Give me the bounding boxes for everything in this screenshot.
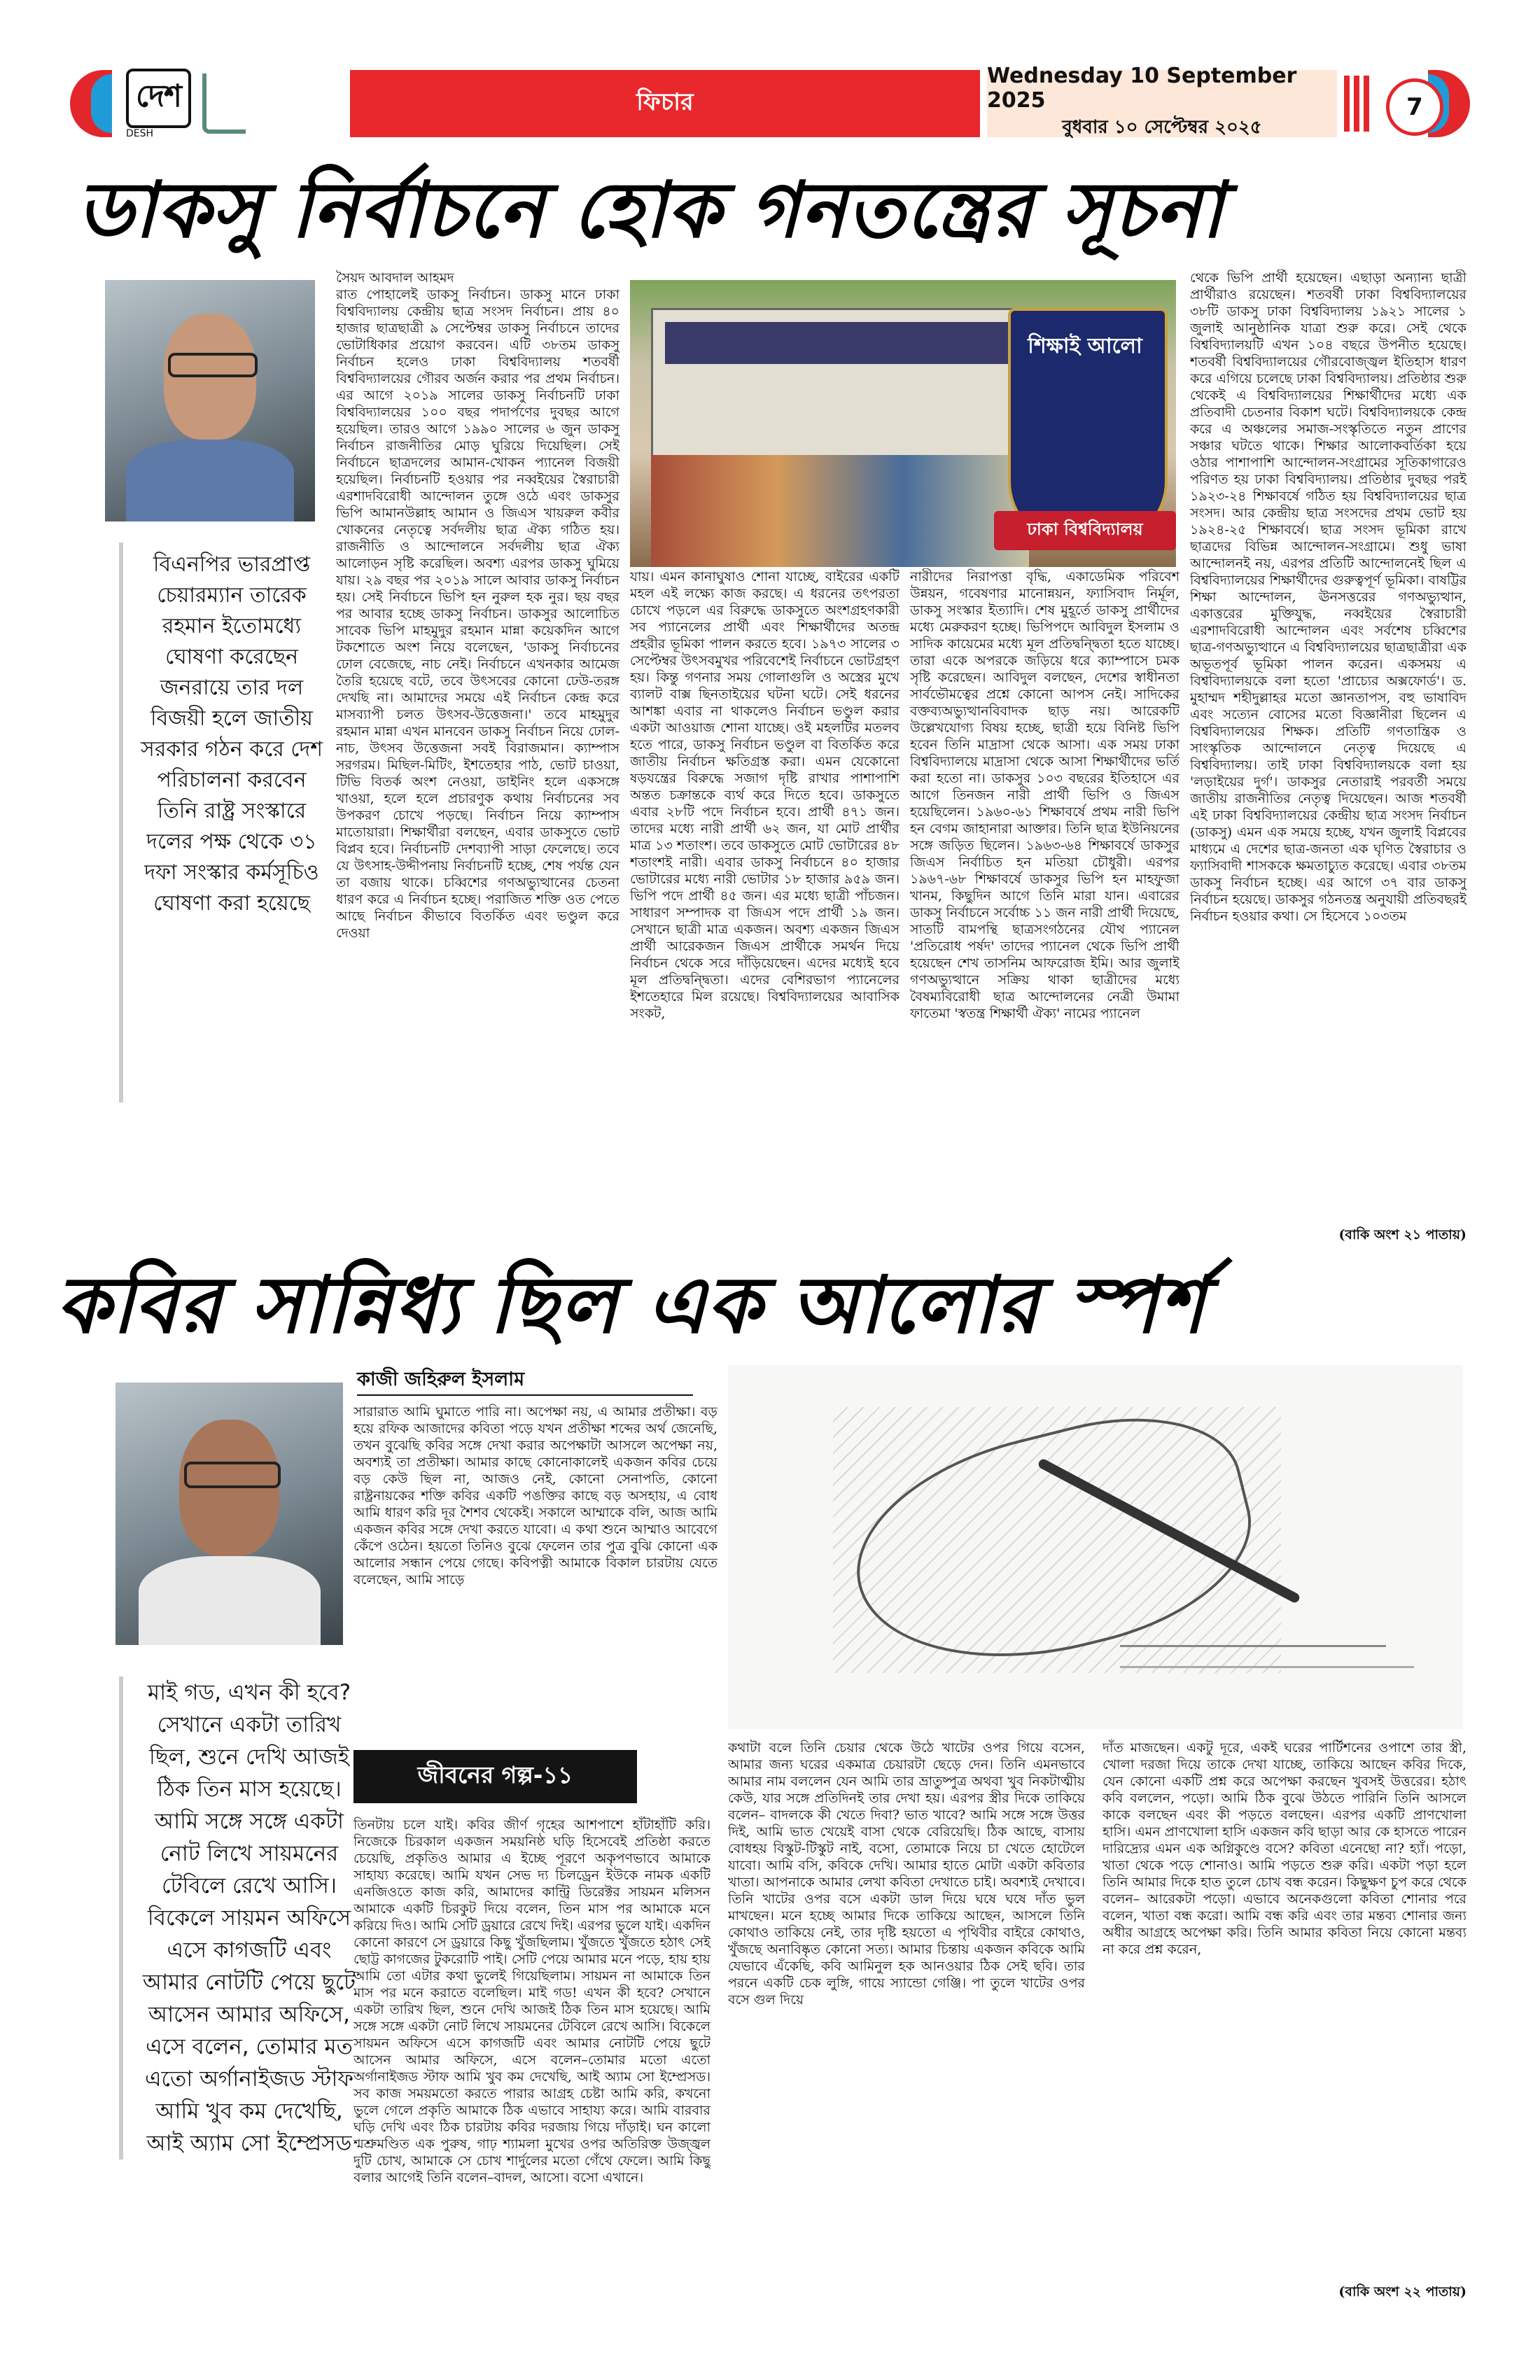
series-label: জীবনের গল্প-১১: [417, 1761, 573, 1788]
header-bars-decoration: [1344, 76, 1372, 132]
page-number-badge: [1386, 78, 1443, 136]
article2-author: কাজী জহিরুল ইসলাম: [357, 1365, 693, 1396]
article1-continued[interactable]: (বাকি অংশ ২১ পাতায়): [1338, 1227, 1466, 1242]
dhaka-university-photo: [630, 280, 1176, 567]
article1-column-1: [336, 270, 620, 1246]
article2-pull-quote: [119, 1676, 365, 2160]
page-header: [70, 64, 1470, 139]
pull-quote-text: বিএনপির ভারপ্রাপ্ত চেয়ারম্যান তারেক রহমান ইতোমধ্যে ঘোষণা করেছেন জনরায়ে তার দল বিজয়ী হলে জাতীয় সরকার গঠন করে দেশ পরিচালনা করবেন তিনি রাষ্ট্র সংস্কারে দলের পক্ষ থেকে ৩১ দফা সংস্কার কর্মসূচিও ঘোষণা করা হয়েছে: [137, 550, 326, 919]
ducsu-sign-image: [665, 322, 1015, 364]
pull-quote-2-text: মাই গড, এখন কী হবে? সেখানে একটা তারিখ ছিল, শুনে দেখি আজই ঠিক তিন মাস হয়েছে। আমি সঙ্গে সঙ্গে একটা নোট লিখে সায়মনের টেবিলে রেখে আসি। বিকেলে সায়মন অফিসে এসে কাগজটি এবং আমার নোটটি পেয়ে ছুটে আসেন আমার অফিসে, এসে বলেন, তোমার মত এতো অর্গানাইজড স্টাফ আমি খুব কম দেখেছি, আই অ্যাম সো ইম্প্রেসড: [142, 1680, 356, 2156]
article1-author: সৈয়দ আবদাল আহমদ: [336, 270, 454, 286]
article2-col2-text: কথাটা বলে তিনি চেয়ার থেকে উঠে খাটের ওপর গিয়ে বসেন, আমার জন্য ঘরের একমাত্র চেয়ারটা ছেড়ে দেন। তিনি এমনভাবে আমার নাম বললেন যেন আমি তার ভ্রাতুষ্পুত্র অথবা খুব নিকটাত্মীয় কেউ, যার সঙ্গে প্রতিদিনই তার দেখা হয়। এরপর স্ত্রীর দিকে তাকিয়ে বলেন– বাদলকে কী খেতে দিবা? ভাত খাবে? আমি সঙ্গে সঙ্গে উত্তর দিই, আমি ভাত খেয়েই বাসা থেকে বেরিয়েছি। ঠিক আছে, বাসায় বোধহয় বিস্কুট-টিস্কুট নাই, বসো, তোমাকে নিয়ে চা খেতে হোটেলে যাবো। আমি বসি, কবিকে দেখি। আমার হাতে মোটা একটা কবিতার খাতা। আপনাকে আমার লেখা কবিতা দেখাতে চাই। অবশ্যই দেখাবে। তিনি খাটের ওপর বসে একটা ডাল দিয়ে ঘষে ঘষে দাঁত ভুল মাখছেন। মনে হচ্ছে আমার দিকে তাকিয়ে আছেন, আসলে তিনি কোথাও তাকিয়ে নেই, তার দৃষ্টি হয়তো এ পৃথিবীর বাইরে কোথাও, খুঁজছে অনাবিষ্কৃত কোনো সত্য। আমার চিন্তায় একজন কবিকে আমি যেভাবে এঁকেছি, কবি আমিনুল হক আনওয়ার ঠিক সেই ছবি। তার পরনে একটি চেক লুঙ্গি, গায়ে স্যান্ডো গেঞ্জি। পা তুলে খাটের ওপর বসে গুল দিয়ে: [728, 1740, 1085, 2008]
article2-intro: [354, 1404, 718, 1648]
article1-column-3: [910, 568, 1180, 1246]
article2-col3-text: দাঁত মাজছেন। একটু দূরে, একই ঘরের পার্টিশনের ওপাশে তার স্ত্রী, খোলা দরজা দিয়ে তাকে দেখা যাচ্ছে, তাকিয়ে আছেন কবির দিকে, যেন কোনো একটি প্রশ্ন করে অপেক্ষা করছেন খুবসই উত্তরের। হঠাৎ কবি বললেন, পড়ো। আমি ঠিক বুঝে উঠতে পারিনি তিনি আসলে কাকে বলছেন এবং কী পড়তে বলছেন। এরপর একটি প্রাণখোলা হাসি। এমন প্রাণখোলা হাসি একজন কবি ছাড়া আর কে হাসতে পারেন দারিদ্র্যের এমন এক অগ্নিকুণ্ডে বসে? কবিতা এনেছো না? হ্যাঁ। পড়ো, খাতা থেকে পড়ে শোনাও। আমি পড়তে শুরু করি। একটা পড়া হলে তিনি আমার দিকে হাত তুলে চোখ বন্ধ করেন। কিছুক্ষণ চুপ করে থেকে বলেন– আরেকটা পড়ো। এভাবে অনেকগুলো কবিতা শোনার পরে বলেন, খাতা বন্ধ করো। আমি বন্ধ করি এবং তার মন্তব্য শোনার জন্য অধীর আগ্রহে অপেক্ষা করি। তিনি আমার কবিতা নিয়ে কোনো মন্তব্য না করে প্রশ্ন করেন,: [1102, 1740, 1466, 1957]
writing-hand-sketch: [728, 1365, 1463, 1729]
mural-image: [651, 455, 1029, 567]
article1-col3-text: নারীদের নিরাপত্তা বৃদ্ধি, একাডেমিক পরিবেশ উন্নয়ন, গবেষণার মানোন্নয়ন, ফ্যাসিবাদ নির্মূল, ডাকসু সংস্কার ইত্যাদি। শেষ মুহূর্তে ডাকসু প্রার্থীদের মধ্যে মেরুকরণ হচ্ছে। ভিপিপদে আবিদুল ইসলাম ও সাদিক কায়েমের মধ্যে মূল প্রতিদ্বন্দ্বিতা হতে যাচ্ছে। তারা একে অপরকে জড়িয়ে ধরে ক্যাম্পাসে চমক সৃষ্টি করেছেন। আবিদুল বলছেন, দেশের স্বাধীনতা সার্বভৌমত্বের প্রশ্নে কোনো আপস নেই। সাদিকের বক্তব্যঅভ্যুত্থানবিবাদক ছাড় নয়। আরেকটি উল্লেখযোগ্য বিষয় হচ্ছে, ছাত্রী হয়ে বিনিষ্ট ভিপি হবেন তিনি মাদ্রাসা থেকে আসা। এক সময় ঢাকা বিশ্ববিদ্যালয়ে মাদ্রাসা থেকে আসা শিক্ষার্থীদের ভর্তি করা হতো না। ডাকসুর ১০৩ বছরের ইতিহাসে এর আগে তিনজন নারী প্রার্থী ভিপি ও জিএস হয়েছিলেন। ১৯৬০-৬১ শিক্ষাবর্ষে প্রথম নারী ভিপি হন বেগম জাহানারা আক্তার। তিনি ছাত্র ইউনিয়নের সঙ্গে জড়িত ছিলেন। ১৯৬৩-৬৪ শিক্ষাবর্ষে ডাকসুর জিএস নির্বাচিত হন মতিয়া চৌধুরী। এরপর ১৯৬৭-৬৮ শিক্ষাবর্ষে ডাকসুর ভিপি হন মাহফুজা খানম, কিছুদিন আগে তিনি মারা যান। এবারের ডাকসু নির্বাচনে সর্বোচ্চ ১১ জন নারী প্রার্থী দিয়েছে, সাতটি বামপন্থি ছাত্রসংগঠনের যৌথ প্যানেল 'প্রতিরোধ পর্ষদ' তাদের প্যানেল থেকে ভিপি প্রার্থী হয়েছেন শেখ তাসনিম আফরোজ ইমি। আর জুলাই গণঅভ্যুত্থানে সক্রিয় থাকা ছাত্রীদের মধ্যে বৈষম্যবিরোধী ছাত্র আন্দোলনের নেত্রী উমামা ফাতেমা 'স্বতন্ত্র শিক্ষার্থী ঐক্য' নামের প্যানেল: [910, 569, 1180, 1021]
article1-column-2: [630, 568, 899, 1246]
liberty-statue-icon: [202, 74, 246, 134]
section-banner: [350, 70, 980, 137]
article2-column-2: [728, 1740, 1085, 2282]
article1-headline: ডাকসু নির্বাচনে হোক গনতন্ত্রের সূচনা: [77, 164, 1224, 255]
article1-pull-quote: [119, 542, 333, 1102]
article1-col2-text: যায়। এমন কানাঘুষাও শোনা যাচ্ছে, বাইরের একটি মহল এই লক্ষ্যে কাজ করছে। এ ধরনের তৎপরতা চোখে পড়লে এর বিরুদ্ধে ডাকসুতে অংশগ্রহণকারী সব প্যানেলের প্রার্থী এবং শিক্ষার্থীদের অতন্দ্র প্রহরীর ভূমিকা পালন করতে হবে। ১৯৭৩ সালের ৩ সেপ্টেম্বর উৎসবমুখর পরিবেশেই নির্বাচনে ভোটগ্রহণ হয়। কিন্তু গণনার সময় গোলাগুলি ও অস্ত্রের মুখে ব্যালট বাক্স ছিনতাইয়ের ঘটনা ঘটে। সেই ধরনের আশঙ্কা এবার না থাকলেও নির্বাচন ভণ্ডুল করার একটা আওয়াজ শোনা যাচ্ছে। ওই মহলটির মতলব হতে পারে, ডাকসু নির্বাচন ভণ্ডুল বা বিতর্কিত করে জাতীয় নির্বাচন ক্ষতিগ্রস্ত করা। এমন যেকোনো ষড়যন্ত্রের বিরুদ্ধে সজাগ দৃষ্টি রাখার পাশাপাশি অন্তত চক্রান্তকে ব্যর্থ করে দিতে হবে। ডাকসুতে এবার ২৮টি পদে নির্বাচন হবে। প্রার্থী ৪৭১ জন। তাদের মধ্যে নারী প্রার্থী ৬২ জন, যা মোট প্রার্থীর মাত্র ১৩ শতাংশ। তবে ডাকসুতে মোট ভোটারের ৪৮ শতাংশই নারী। এবার ডাকসু নির্বাচনে ৪০ হাজার ভোটারের মধ্যে নারী ভোটার ১৮ হাজার ৯৫৯ জন। ভিপি পদে প্রার্থী ৪৫ জন। এর মধ্যে ছাত্রী পাঁচজন। সাধারণ সম্পাদক বা জিএস পদে প্রার্থী ১৯ জন। সেখানে ছাত্রী মাত্র একজন। অবশ্য একজন জিএস প্রার্থী আরেকজন জিএস প্রার্থীকে সমর্থন দিয়ে নির্বাচন থেকে সরে দাঁড়িয়েছেন। এদের মধ্যেই হবে মূল প্রতিদ্বন্দ্বিতা। এদের বেশিরভাগ প্যানেলের ইশতেহারে মিল রয়েছে। বিশ্ববিদ্যালয়ের আবাসিক সংকট,: [630, 569, 899, 1021]
article2-column-3: [1102, 1740, 1466, 2282]
article2-continued[interactable]: (বাকি অংশ ২২ পাতায়): [1338, 2284, 1466, 2300]
article2-col1-text: তিনটায় চলে যাই। কবির জীর্ণ গৃহের আশপাশে হাঁটাহাঁটি করি। নিজেকে চিরকাল একজন সময়নিষ্ঠ ঘড়ি হিসেবেই প্রতিষ্ঠা করতে চেয়েছি, প্রকৃতিও আমার এ ইচ্ছে পূরণে অকৃপণভাবে আমাকে সাহায্য করেছে। আমি যখন সেভ দ্য চিলড্রেন ইউকে নামক একটি এনজিওতে কাজ করি, আমাদের কান্ট্রি ডিরেক্টর সায়মন মলিসন আমাকে একটি চিরকুট দিয়ে বলেন, তিন মাস পর আমাকে মনে করিয়ে দিও। আমি সেটি ড্রয়ারে রেখে দিই। এরপর ভুলে যাই। একদিন কোনো কারণে সে ড্রয়ারে কিছু খুঁজছিলাম। খুঁজতে খুঁজতে হঠাৎ সেই ছোট্ট কাগজের টুকরোটি পাই। সেটি পেয়ে আমার মনে পড়ে, হায় হায় আমি তো এটার কথা ভুলেই গিয়েছিলাম। সায়মন না আমাকে তিন মাস পর মনে করাতে বলেছিল। মাই গড! এখন কী হবে? সেখানে একটা তারিখ ছিল, শুনে দেখি আজই ঠিক তিন মাস হয়েছে। আমি সঙ্গে সঙ্গে একটা নোট লিখে সায়মনের টেবিলে রেখে আসি। বিকেলে সায়মন অফিসে এসে কাগজটি এবং আমার নোটটি পেয়ে ছুটে আসেন আমার অফিসে, এসে বলেন–তোমার মতো এতো অর্গানাইজড স্টাফ আমি খুব কম দেখেছি, আই অ্যাম সো ইম্প্রেসড। সব কাজ সময়মতো করতে পারার আগ্রহ চেষ্টা আমি করি, কখনো ভুলে গেলে প্রকৃতি আমাকে ঠিক এভাবে সাহায্য করে। আমি বারবার ঘড়ি দেখি এবং ঠিক চারটায় কবির দরজায় গিয়ে দাঁড়াই। ঘন কালো শ্মশ্রুমণ্ডিত এক পুরুষ, গাঢ় শ্যামলা মুখের ওপর অতিরিক্ত উজ্জ্বল দুটি চোখ, আমাকে সে চোখ শার্দুলের মতো গেঁথে ফেলে। আমি কিছু বলার আগেই তিনি বলেন–বাদল, আসো। বসো এখানে।: [354, 1817, 710, 2185]
article2-intro-text: সারারাত আমি ঘুমাতে পারি না। অপেক্ষা নয়, এ আমার প্রতীক্ষা। বড় হয়ে রফিক আজাদের কবিতা পড়ে যখন প্রতীক্ষা শব্দের অর্থ জেনেছি, তখন বুঝেছি কবির সঙ্গে দেখা করার অপেক্ষাটা আসলে অপেক্ষা নয়, অবশ্যই তা প্রতীক্ষা। আমার কাছে কোনোকালেই একজন কবির চেয়ে বড় কেউ ছিল না, আজও নেই, কোনো সেনাপতি, কোনো রাষ্ট্রনায়কের শক্তি কবির একটি পঙক্তির কাছে বড় অসহায়, এ বোধ আমি ধারণ করি দূর শৈশব থেকেই। সকালে আম্মাকে বলি, আজ আমি একজন কবির সঙ্গে দেখা করতে যাবো। এ কথা শুনে আম্মাও আবেগে কেঁপে ওঠেন। হয়তো তিনিও বুঝে ফেলেন তার পুত্র বুঝি কোনো এক আলোর সন্ধান পেয়ে গেছে। কবিপত্নী আমাকে বিকাল চারটায় যেতে বলেছেন, আমি সাড়ে: [354, 1404, 718, 1588]
article1-col1-text: রাত পোহালেই ডাকসু নির্বাচন। ডাকসু মানে ঢাকা বিশ্ববিদ্যালয় কেন্দ্রীয় ছাত্র সংসদ নির্বাচন। প্রায় ৪০ হাজার ছাত্রছাত্রী ৯ সেপ্টেম্বর ডাকসু নির্বাচনে তাদের ভোটাধিকার প্রয়োগ করবেন। এটি ৩৮তম ডাকসু নির্বাচন হলেও ঢাকা বিশ্ববিদ্যালয় শতবর্ষী বিশ্ববিদ্যালয়ের গৌরব অর্জন করার পর প্রথম নির্বাচন। এর আগে ২০১৯ সালের ডাকসু নির্বাচনটি ঢাকা বিশ্ববিদ্যালয়ের ১০০ বছর পদার্পণের দুবছর আগে হয়েছিল। তারও আগে ১৯৯০ সালের ৬ জুন ডাকসু নির্বাচন রাজনীতির মোড় ঘুরিয়ে দিয়েছিল। সেই নির্বাচনে ছাত্রদলের আমান-খোকন প্যানেল বিজয়ী হয়েছিল। নির্বাচনটি হওয়ার পর নব্বইয়ের স্বৈরাচারী এরশাদবিরোধী আন্দোলন তুঙ্গে ওঠে এবং ডাকসুর ভিপি আমানউল্লাহ আমান ও জিএস খায়রুল কবীর খোকনের নেতৃত্বে সর্বদলীয় ছাত্র ঐক্য গঠিত হয়। রাজনীতি ও আন্দোলনে সর্বদলীয় ছাত্র ঐক্য আলোড়ন সৃষ্টি করেছিল। অবশ্য এরপর ডাকসু ঘুমিয়ে যায়। ২৯ বছর পর ২০১৯ সালে আবার ডাকসু নির্বাচন হয়। সেই নির্বাচনে ভিপি হন নুরুল হক নুর। ছয় বছর পর আবার হচ্ছে ডাকসু নির্বাচন। ডাকসুর আলোচিত সাবেক ভিপি মাহমুদুর রহমান মান্না কয়েকদিন আগে টকশোতে অংশ নিয়ে বলেছেন, 'ডাকসু নির্বাচনের ঢোল বেজেছে, নাচ নেই। নির্বাচনে এখনকার আমেজ তৈরি হয়েছে বটে, তবে উৎসবের কোনো ঢেউ-তরঙ্গ দেখছি না। আমাদের সময়ে এই নির্বাচন কেন্দ্র করে মাসব্যাপী চলত উৎসব-উত্তেজনা।' তবে মাহমুদুর রহমান মান্না এখন মানবেন ডাকসু নির্বাচন নিয়ে ঢোল-নাচ, উৎসব উত্তেজনা সবই বিরাজমান। ক্যাম্পাস সরগরম। মিছিল-মিটিং, ইশতেহার পাঠ, ভোট চাওয়া, টিভি বিতর্ক অংশ নেওয়া, ডাইনিং হলে একসঙ্গে খাওয়া, হলে হলে প্রচারণুক কথায় নির্বাচনের সব উপকরণ চোখে পড়ছে। নির্বাচন নিয়ে ক্যাম্পাস মাতোয়ারা। শিক্ষার্থীরা বলছেন, এবার ডাকসুতে ভোট বিপ্লব হবে। নির্বাচনটি দেশব্যাপী সাড়া ফেলেছে। তবে যে উৎসাহ-উদ্দীপনায় নির্বাচনটি হচ্ছে, শেষ পর্যন্ত যেন তা বজায় থাকে। চব্বিশের গণঅভ্যুত্থানের চেতনা ধারণ করে এ নির্বাচন হচ্ছে। পরাজিত শক্তি ওত পেতে আছে নির্বাচন কীভাবে বিতর্কিত এবং ভণ্ডুল করে দেওয়া: [336, 287, 620, 941]
article2-column-1: [354, 1816, 710, 2282]
date-english: Wednesday 10 September 2025: [987, 64, 1297, 113]
date-bangla: বুধবার ১০ সেপ্টেম্বর ২০২৫: [1062, 117, 1262, 138]
author-photo-1: [105, 280, 315, 522]
series-label-box: [354, 1750, 637, 1803]
logo-sub: DESH: [126, 127, 154, 139]
masthead-logo[interactable]: [119, 70, 336, 137]
author-photo-2: [115, 1382, 343, 1645]
date-box: [987, 64, 1337, 138]
crest-ribbon-text: ঢাকা বিশ্ববিদ্যালয়: [1027, 519, 1143, 539]
article1-column-4: [1190, 270, 1466, 1246]
page-number: 7: [1406, 93, 1423, 121]
logo-mark: দেশ: [126, 69, 191, 128]
crest-ribbon: [994, 511, 1176, 550]
section-label: ফিচার: [636, 88, 694, 116]
article2-headline: কবির সান্নিধ্য ছিল এক আলোর স্পর্শ: [56, 1259, 1205, 1351]
crest-motto: শিক্ষাই আলো: [1028, 334, 1142, 358]
article1-col4-text: থেকে ভিপি প্রার্থী হয়েছেন। এছাড়া অন্যান্য ছাত্রী প্রার্থীরাও রয়েছেন। শতবর্ষী ঢাকা বিশ্ববিদ্যালয়ের ৩৮টি ডাকসু ঢাকা বিশ্ববিদ্যালয় ১৯২১ সালের ১ জুলাই আনুষ্ঠানিক যাত্রা শুরু করে। সেই থেকে বিশ্ববিদ্যালয়টি এখন ১০৪ বছরে উপনীত হয়েছে। শতবর্ষী বিশ্ববিদ্যালয়ের গৌরবোজ্জ্বল ইতিহাস ধারণ করে এগিয়ে চলেছে ঢাকা বিশ্ববিদ্যালয়। প্রতিষ্ঠার শুরু থেকেই এ বিশ্ববিদ্যালয়ের শিক্ষার্থীদের মধ্যে এক প্রতিবাদী চেতনার বিকাশ ঘটে। বিশ্ববিদ্যালয়কে কেন্দ্র করে এ অঞ্চলের সমাজ-সংস্কৃতিতে নতুন প্রাণের সঞ্চার ঘটতে থাকে। শিক্ষার আলোকবর্তিকা হয়ে ওঠার পাশাপাশি আন্দোলন-সংগ্রামের সূতিকাগারেও পরিণত হয় ঢাকা বিশ্ববিদ্যালয়। প্রতিষ্ঠার দুবছর পরই ১৯২৩-২৪ শিক্ষাবর্ষে গঠিত হয় বিশ্ববিদ্যালয়ের ছাত্র সংসদ। আর কেন্দ্রীয় ছাত্র সংসদের প্রথম ভোট হয় ১৯২৪-২৫ শিক্ষাবর্ষে। ছাত্র সংসদ ভূমিকা রাখে ছাত্রদের বিভিন্ন আন্দোলন-সংগ্রামে। শুধু ভাষা আন্দোলনই নয়, এরপর প্রতিটি আন্দোলনেই ছিল এ বিশ্ববিদ্যালয়ের শিক্ষার্থীদের গুরুত্বপূর্ণ ভূমিকা। বাষট্টির শিক্ষা আন্দোলন, ঊনসত্তরের গণঅভ্যুত্থান, একাত্তরের মুক্তিযুদ্ধ, নব্বইয়ের স্বৈরাচারী এরশাদবিরোধী আন্দোলন এবং সর্বশেষ চব্বিশের ছাত্র-গণঅভ্যুত্থানে এ বিশ্ববিদ্যালয়ের ছাত্রছাত্রীরা এক অভূতপূর্ব ভূমিকা পালন করেন। একসময় এ বিশ্ববিদ্যালয়কে বলা হতো 'প্রাচ্যের অক্সফোর্ড'। ড. মুহাম্মদ শহীদুল্লাহর মতো জ্ঞানতাপস, বহু ভাষাবিদ এবং সত্যেন বোসের মতো বিজ্ঞানীরা ছিলেন এ বিশ্ববিদ্যালয়ের শিক্ষক। প্রতিটি গণতান্ত্রিক ও সাংস্কৃতিক আন্দোলনে নেতৃত্ব দিয়েছে এ বিশ্ববিদ্যালয়। তাই ঢাকা বিশ্ববিদ্যালয়কে বলা হয় 'লড়াইয়ের দুর্গ'। ডাকসুর নেতারাই পরবর্তী সময়ে জাতীয় রাজনীতির নেতৃত্ব দিয়েছেন। আজ শতবর্ষী এই ঢাকা বিশ্ববিদ্যালয়ের কেন্দ্রীয় ছাত্র সংসদ নির্বাচন (ডাকসু) এমন এক সময়ে হচ্ছে, যখন জুলাই বিপ্লবের মাধ্যমে এ দেশের ছাত্র-জনতা এক ঘৃণিত স্বৈরাচার ও ফ্যাসিবাদী শাসককে ক্ষমতাচ্যুত করেছে। এবার ৩৮তম ডাকসু নির্বাচন হচ্ছে। এর আগে ৩৭ বার ডাকসু নির্বাচন হয়েছে। ডাকসুর গঠনতন্ত্র অনুযায়ী প্রতিবছরই নির্বাচন হওয়ার কথা। সে হিসেবে ১০৩তম: [1190, 270, 1466, 924]
